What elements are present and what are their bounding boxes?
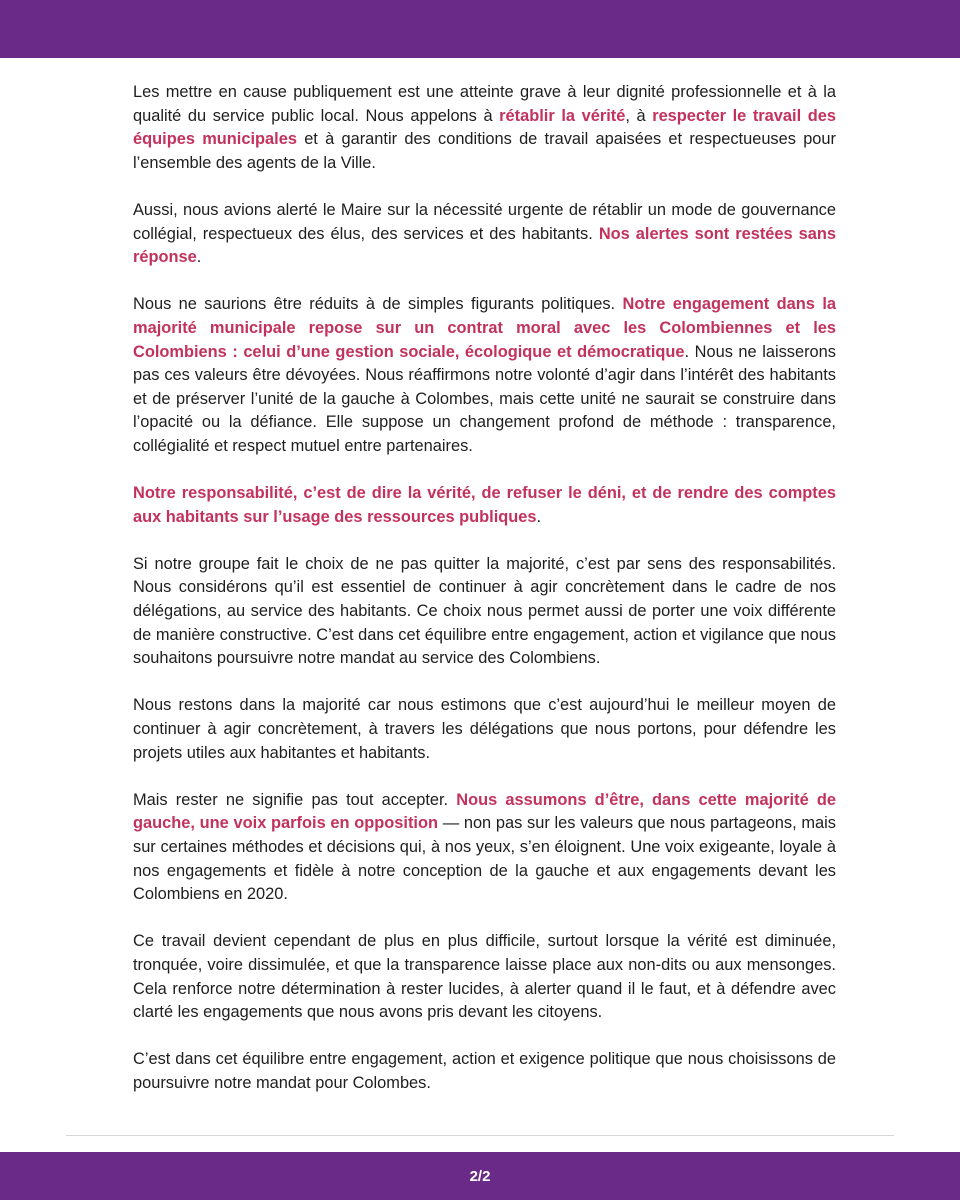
page-number: 2/2	[469, 1167, 491, 1185]
text-segment: Aussi, nous avions alerté le Maire sur la nécessité urgente de rétablir un mode de gouvernance collégial, respectueux des élus, des services et des habitants.	[133, 200, 836, 243]
footer-divider	[66, 1135, 894, 1136]
text-segment: — non pas sur les valeurs que nous partageons, mais sur certaines méthodes et décisions qui, à nos yeux, s’en éloignent. Une voix exigeante, loyale à nos engagements et fidèle à notre conception de la gauche et aux engagements devant les Colombiens en 2020.	[133, 814, 836, 904]
text-segment: .	[536, 507, 542, 526]
paragraph	[133, 293, 836, 458]
highlighted-text: rétablir la vérité	[499, 106, 626, 125]
highlighted-text: Notre responsabilité, c’est de dire la vérité, de refuser le déni, et de rendre des comptes aux habitants sur l’usage des ressources publiques	[133, 484, 836, 526]
paragraph	[133, 553, 836, 671]
document-body	[133, 81, 836, 1119]
text-segment: Nous restons dans la majorité car nous estimons que c’est aujourd’hui le meilleur moyen de continuer à agir concrètement, à travers les délégations que nous portons, pour défendre les projets utiles aux habitantes et habitants.	[133, 696, 836, 762]
text-segment: C’est dans cet équilibre entre engagement, action et exigence politique que nous choisissons de poursuivre notre mandat pour Colombes.	[133, 1050, 836, 1092]
text-segment: Nous ne saurions être réduits à de simples figurants politiques.	[133, 295, 623, 314]
footer-bar	[0, 1152, 960, 1200]
highlighted-text: respecter le travail des équipes municipales	[133, 106, 836, 149]
text-segment: Ce travail devient cependant de plus en plus difficile, surtout lorsque la vérité est diminuée, tronquée, voire dissimulée, et que la transparence laisse place aux non-dits ou aux mensonges. Cela renforce notre détermination à rester lucides, à alerter quand il le faut, et à défendre avec clarté les engagements que nous avons pris devant les citoyens.	[133, 932, 836, 1022]
paragraph	[133, 930, 836, 1024]
text-segment: et à garantir des conditions de travail apaisées et respectueuses pour l’ensemble des agents de la Ville.	[133, 130, 836, 172]
text-segment: Les mettre en cause publiquement est une atteinte grave à leur dignité professionnelle et à la qualité du service public local. Nous appelons à	[133, 83, 836, 125]
text-segment: Mais rester ne signifie pas tout accepter.	[133, 790, 457, 809]
highlighted-text: Notre engagement dans la majorité municipale repose sur un contrat moral avec les Colombiennes et les Colombiens : celui d’une gestion sociale, écologique et démocratique	[133, 295, 836, 361]
text-segment: , à	[625, 106, 653, 125]
highlighted-text: Nos alertes sont restées sans réponse	[133, 224, 836, 267]
text-segment: . Nous ne laisserons pas ces valeurs être dévoyées. Nous réaffirmons notre volonté d’agir dans l’intérêt des habitants et de préserver l’unité de la gauche à Colombes, mais cette unité ne saurait se construire dans l’opacité ou la défiance. Elle suppose un changement profond de méthode : transparence, collégialité et respect mutuel entre partenaires.	[133, 342, 836, 455]
paragraph	[133, 81, 836, 175]
paragraph	[133, 694, 836, 765]
highlighted-text: Nous assumons d’être, dans cette majorité de gauche, une voix parfois en opposition	[133, 790, 836, 833]
text-segment: .	[196, 248, 202, 267]
paragraph	[133, 199, 836, 270]
header-bar	[0, 0, 960, 58]
paragraph	[133, 482, 836, 529]
paragraph	[133, 1048, 836, 1095]
text-segment: Si notre groupe fait le choix de ne pas quitter la majorité, c’est par sens des responsabilités. Nous considérons qu’il est essentiel de continuer à agir concrètement dans le cadre de nos délégations, au service des habitants. Ce choix nous permet aussi de porter une voix différente de manière constructive. C’est dans cet équilibre entre engagement, action et vigilance que nous souhaitons poursuivre notre mandat au service des Colombiens.	[133, 554, 836, 668]
paragraph	[133, 789, 836, 907]
